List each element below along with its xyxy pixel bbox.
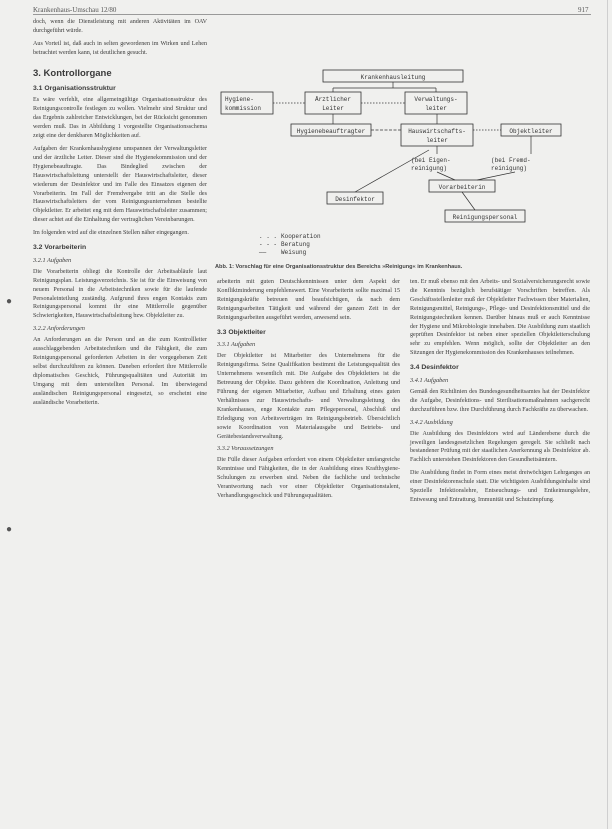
- legend-symbol-instruction: ——: [259, 249, 267, 256]
- subsection-heading: 3.3 Objektleiter: [217, 328, 266, 336]
- node-hw-label: Hauswirtschafts-: [408, 128, 466, 135]
- header-rule: [33, 14, 591, 15]
- paragraph: ten. Er muß ebenso mit den Arbeits- und Sozialversicherungsrecht sowie die Kenntnis bezüglich berufstätiger Vorschriften betreffen. Als Geschäftsstellenleiter muß der Objektleiter Fachwissen über Materialien, Reinigungsmittel, Reinigungs-, Pflege- und Desinfektionsmittel und die Reinigungstechniken kennen. Darüber hinaus muß er auch Kenntnisse der Hygiene und Mikrobiologie innehaben. Die Ausbildung zum staatlich geprüften Desinfektor ist neben einer speziellen Objektleiterschulung sehr zu empfehlen. Wenn möglich, sollte der Objektleiter an den Sitzungen der Hygienekommission des Krankenhauses teilnehmen.: [410, 279, 590, 357]
- node-disinfector-label: Desinfektor: [335, 196, 375, 203]
- paragraph: doch, wenn die Dienstleistung mit anderen Aktivitäten im OAV durchgeführt würde.: [33, 19, 207, 34]
- paragraph: Es wäre verfehlt, eine allgemeingültige Organisationsstruktur des Reinigungscontrolle festlegen zu wollen. Vielmehr sind Struktur und das Ergebnis zahlreicher Entwicklungen, bei der Rücksicht genommen werden muß. Das in Abbildung 1 vorgestellte Organisationsschema zeigt eine der denkbaren Möglichkeiten auf.: [33, 97, 207, 140]
- paragraph: Die Ausbildung des Desinfektors wird auf Länderebene durch die jeweiligen landesgesetzlichen Regelungen geregelt. Sie schließt nach bestandener Prüfung mit der staatlichen Anerkennung als Desinfektor ab. Fachlich unterstehen Desinfektoren den Gesundheitsämtern.: [410, 430, 590, 464]
- paragraph: Aufgaben der Krankenhaushygiene umspannen der Verwaltungsleiter und der ärztliche Leiter. Dieser sind die Hygienekommission und der Hygienebeauftragte. Das Bindeglied zwischen der Hauswirtschaftsleitung unterstellt der Hauswirtschaftsleiter, dieser wiederum der Desinfektor und im Falle des Einsatzes eigenen der Vorarbeiterin. Im Fall der Fremdvergabe tritt an die Stelle des Hauswirtschaftsleiters der vom Reinigungsunternehmen bestellte Objektleiter. Er arbeitet eng mit dem Hauswirtschaftsleiter zusammen; dieser achtet auf die Einhaltung der vertraglichen Vereinbarungen.: [33, 145, 207, 224]
- subsubsection-heading: 3.4.2 Ausbildung: [410, 418, 453, 426]
- middle-column: [217, 278, 400, 505]
- node-ol-label: Objektleiter: [509, 128, 553, 135]
- paragraph: An Anforderungen an die Person und an die zum Kontrollleiter ausschlaggebenden Arbeitstechniken und die Fähigkeit, die zum Reinigungspersonal geforderten Arbeiten in der vorgegebenen Zeit selbst durchzuführen zu können. Daneben erfordert ihre Mittlerrolle diplomatisches Geschick, Führungsqualitäten und Autorität im Umgang mit dem unterstellten Personal. Im überwiegend ausländischen Reinigungspersonal eingesetzt, so erscheint eine ausländische Vorarbeiterin.: [33, 337, 207, 406]
- legend-symbol-cooperation: . . .: [259, 233, 278, 240]
- page-number: 917: [578, 6, 589, 14]
- subsubsection-heading: 3.3.2 Voraussetzungen: [217, 445, 274, 453]
- edge: [462, 192, 475, 210]
- legend-label-instruction: Weisung: [281, 249, 307, 256]
- subsection-heading: 3.1 Organisationsstruktur: [33, 84, 116, 92]
- paragraph: Gemäß den Richtlinien des Bundesgesundheitsamtes hat der Desinfektor die Aufgabe, Desinfektions- und Sterilisationsmaßnahmen sachgerecht durchzuführen bzw. ihre Durchführung durch Fachkräfte zu überwachen.: [410, 388, 590, 413]
- section-heading: 3. Kontrollorgane: [33, 67, 112, 79]
- organization-diagram: [215, 62, 593, 262]
- node-doctor-label-2: Leiter: [322, 105, 344, 112]
- running-header: Krankenhaus-Umschau 12/80: [33, 6, 117, 14]
- paragraph: Die Ausbildung findet in Form eines meist dreiwöchigen Lehrganges an einer Desinfektorenschule statt. Die wichtigsten Ausbildungsinhalte sind Spezielle Infektionslehre, Entseuchungs- und Entkeimungslehre, Entwesung und Entrattung, Immunität und Schutzimpfung.: [410, 470, 590, 503]
- own-cleaning-note: (bei Eigen-: [411, 157, 451, 164]
- paragraph: Aus Vorteil ist, daß auch in selten gewordenen im Wirken und Lehen betrachtet werden kann, ist deutlichen gesucht.: [33, 40, 207, 56]
- node-forewoman-label: Vorarbeiterin: [438, 184, 486, 191]
- own-cleaning-note-2: reinigung): [411, 165, 448, 172]
- legend-label-advice: Beratung: [281, 241, 310, 248]
- external-cleaning-note: (bei Fremd-: [491, 157, 531, 164]
- subsubsection-heading: 3.2.1 Aufgaben: [33, 256, 72, 264]
- left-column: [33, 18, 207, 411]
- right-column: [410, 278, 590, 509]
- subsubsection-heading: 3.3.1 Aufgaben: [217, 341, 256, 349]
- node-top-label: Krankenhausleitung: [360, 74, 426, 81]
- node-commission-label-2: kommission: [225, 105, 262, 112]
- binding-hole-mark: ●: [6, 524, 13, 535]
- subsection-heading: 3.4 Desinfektor: [410, 364, 459, 372]
- binding-hole-mark: ●: [6, 296, 13, 307]
- node-hw-label-2: leiter: [426, 137, 448, 144]
- edge: [437, 172, 455, 180]
- paragraph: Die Fülle dieser Aufgaben erfordert von einem Objektleiter umfangreiche Kenntnisse und Fähigkeiten, die in der Ausbildung eines Krafthygiene-Schulungen zu erwerben sind. Neben die fachliche und technische Verantwortung nach vor einer Objektleiter Organisationstalent, Verhandlungsgeschick und Führungsqualitäten.: [217, 457, 400, 499]
- figure-caption: Abb. 1: Vorschlag für eine Organisationsstruktur des Bereichs »Reinigung« im Krankenhaus.: [215, 264, 463, 270]
- node-doctor-label: Ärztlicher: [314, 96, 352, 103]
- paragraph: arbeiterin mit guten Deutschkenntnissen unter dem Aspekt der Konfliktminderung empfehlenswert. Eine Vorarbeiterin sollte maximal 15 Reinigungskräfte betreuen und beaufsichtigen, da nach dem Reinigungsarbeiten Tätigkeit und während der ganzen Zeit in der Reinigungsarbeiten ausgeführt werden, anwesend sein.: [217, 279, 400, 321]
- node-admin-label-2: leiter: [425, 105, 447, 112]
- node-commission-label: Hygiene-: [225, 96, 254, 103]
- page-edge: [607, 0, 608, 829]
- subsection-heading: 3.2 Vorarbeiterin: [33, 244, 87, 252]
- paragraph: Die Vorarbeiterin obliegt die Kontrolle der Arbeitsabläufe laut Reinigungsplan. Leistungsverzeichnis. Sie ist für die Einweisung von neuem Personal in die Arbeitstechniken sowie für die laufende Personaleinteilung zuständig. Aufgrund ihres engen Kontakts zum Reinigungspersonal kommt ihr eine Mittlerrolle gegenüber Schwierigkeiten, Hauswirtschaftsleitung bzw. Objektleiter zu.: [33, 268, 207, 320]
- edge: [477, 172, 515, 180]
- subsubsection-heading: 3.4.1 Aufgaben: [410, 377, 449, 385]
- paragraph: Im folgenden wird auf die einzelnen Stellen näher eingegangen.: [33, 230, 189, 237]
- external-cleaning-note-2: reinigung): [491, 165, 528, 172]
- node-admin-label: Verwaltungs-: [414, 96, 458, 103]
- legend-label-cooperation: Kooperation: [281, 233, 321, 240]
- legend-symbol-advice: - - -: [259, 241, 278, 248]
- node-staff-label: Reinigungspersonal: [452, 214, 518, 221]
- subsubsection-heading: 3.2.2 Anforderungen: [33, 325, 85, 333]
- node-hygienist-label: Hygienebeauftragter: [296, 128, 366, 135]
- paragraph: Der Objektleiter ist Mitarbeiter des Unternehmens für die Reinigungsfirma. Seine Qualifikation bestimmt die Leistungsqualität des Unternehmens wesentlich mit. Die Aufgabe des Objektleiters ist die Betreuung der Objekte. Dazu gehören die Koordination, Anleitung und Führung der eigenen Mitarbeiter, Aufbau und Erhaltung eines guten Verhältnisses zur Hauswirtschafts- und Verwaltungsleitung des Krankenhauses, enge Kontakte zum Pflegepersonal, Abschluß und Erledigung von Arbeitsverträgen im Reinigungsbetrieb. Übersichtlich sowie Koordination von Materialausgabe und Betriebs- und Gerätebestandsverwaltung.: [217, 353, 400, 440]
